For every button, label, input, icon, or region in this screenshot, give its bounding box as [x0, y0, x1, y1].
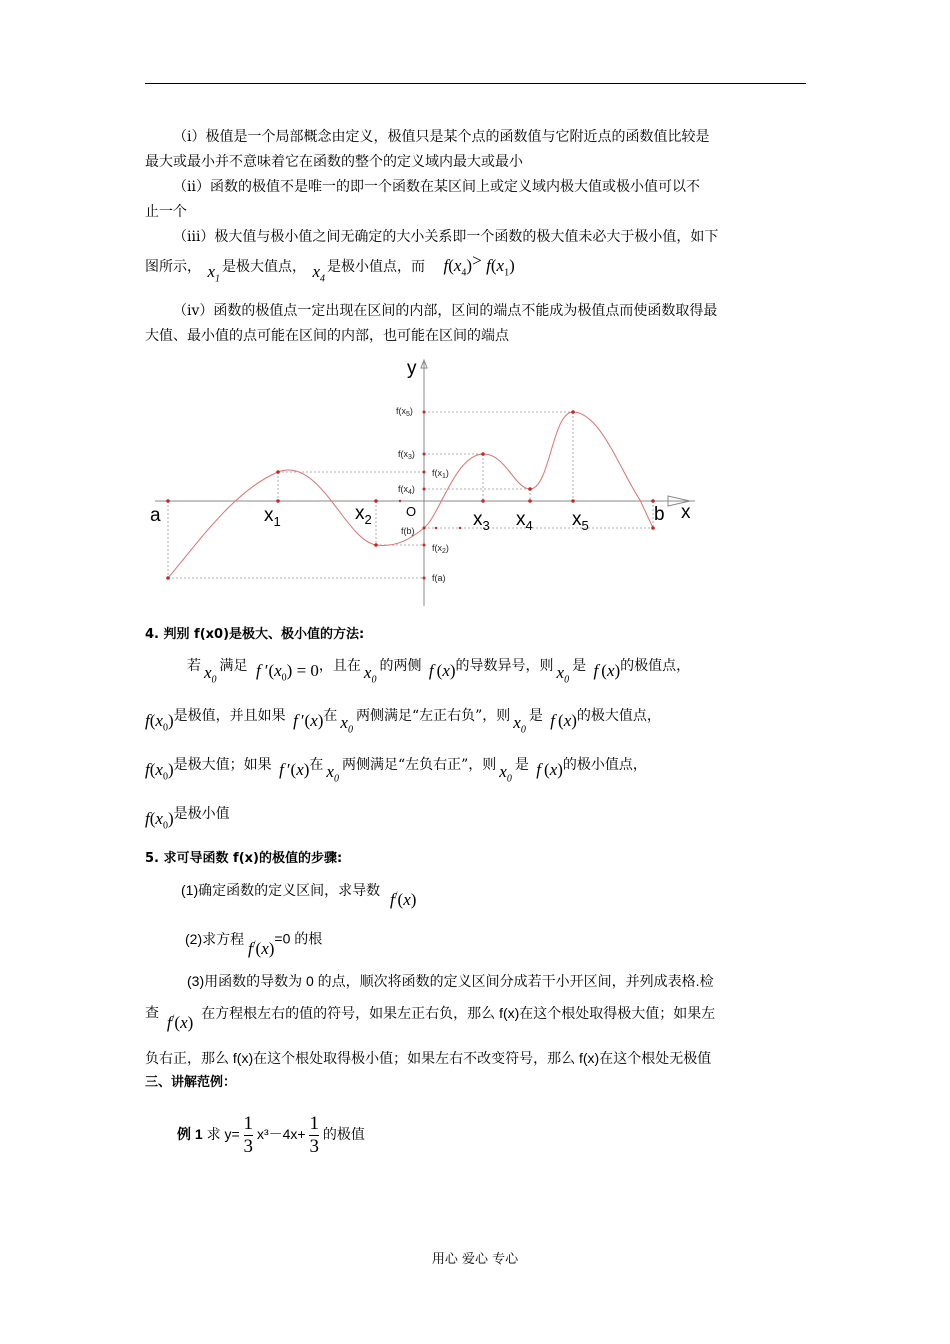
x-label-a: a [150, 505, 161, 526]
note-iii-line1: （ⅲ）极大值与极小值之间无确定的大小关系即一个函数的极大值未必大于极小值，如下 [173, 229, 719, 245]
example1: 例 1 求 y= $\frac{1}{3}$ x³－4x+ $\frac{1}{3}$ 的极值 [177, 1112, 365, 1157]
note-iv-line1: （ⅳ）函数的极值点一定出现在区间的内部，区间的端点不能成为极值点而使函数取得最 [173, 303, 718, 319]
math-x4: $x_4$ [312, 262, 325, 285]
x-label-x3: $x_3$ [473, 509, 490, 533]
x-label-x5: $x_5$ [572, 509, 589, 533]
y-label-fa: f(a) [432, 573, 446, 583]
section5-step3-line3: 负右正，那么 f(x)在这个根处取得极小值；如果左右不改变符号，那么 f(x)在这个根处无极值 [145, 1050, 712, 1066]
axis-y-label: y [407, 358, 417, 379]
x-label-x4: $x_4$ [516, 509, 533, 533]
math-inequality: f [443, 256, 449, 275]
section3-title: 三、讲解范例： [145, 1075, 237, 1090]
y-label-fx3: $f(x_3)$ [398, 449, 415, 461]
note-ii-line1: （ⅱ）函数的极值不是唯一的即一个函数在某区间上或定义域内极大值或极小值可以不 [173, 179, 700, 195]
note-i-line2: 最大或最小并不意味着它在函数的整个的定义域内最大或最小 [145, 154, 523, 170]
y-label-fx5: $f(x_5)$ [396, 406, 413, 418]
note-ii-line2: 止一个 [145, 204, 187, 220]
x-label-b: b [654, 504, 665, 525]
note-iv-line2: 大值、最小值的点可能在区间的内部，也可能在区间的端点 [145, 328, 509, 344]
section5-step3-line2: 查 f/(x) 在方程根左右的值的符号，如果左正右负，那么 f(x)在这个根处取得极大值；如果左 [145, 1004, 716, 1032]
section5-step2: (2)求方程 f/(x)=0 的根 [185, 930, 323, 958]
x-label-x1: $x_1$ [264, 505, 281, 529]
section5-title: 5. 求可导函数 f(x)的极值的步骤: [145, 851, 343, 866]
note-i-line1: （ⅰ）极值是一个局部概念由定义，极值只是某个点的函数值与它附近点的函数值比较是 [173, 129, 710, 145]
section4-line1: 若 $x_0$满足 f $'(x_0) = 0$，且在 $x_0$的两侧 f (x)的导数异号，则 $x_0$是 f (x)的极值点， [187, 658, 691, 686]
note-iii-line2: 图所示， $x_1$是极大值点， $x_4$是极小值点，而 $f(x_4)> f(x_1)$ [145, 251, 515, 285]
math-x1: $x_1$ [207, 262, 220, 285]
section4-title: 4. 判别 f(x0)是极大、极小值的方法: [145, 627, 365, 642]
footer: 用心 爱心 专心 [431, 1252, 519, 1267]
section4-line4: $f(x_0)$是极小值 [145, 806, 230, 832]
section4-line3: $f(x_0)$是极大值；如果 f ′(x)在 $x_0$两侧满足“左负右正”，则 $x_0$是 f (x)的极小值点， [145, 757, 647, 785]
fraction-one-third-a: $\frac{1}{3}$ [243, 1112, 254, 1157]
y-label-fx1: $f(x_1)$ [432, 468, 449, 480]
section4-line2: $f(x_0)$是极值，并且如果 f ′(x)在 $x_0$两侧满足“左正右负”，则 $x_0$是 f (x)的极大值点， [145, 708, 661, 736]
axis-x-label: x [681, 502, 691, 523]
extrema-figure [0, 0, 950, 620]
y-label-fb: f(b) [401, 526, 415, 536]
origin-label: O [406, 504, 417, 519]
y-label-fx2: $f(x_2)$ [432, 543, 449, 555]
x-label-x2: $x_2$ [355, 503, 372, 527]
y-label-fx4: $f(x_4)$ [398, 484, 415, 496]
section5-step1: (1)确定函数的定义区间，求导数 f/(x) [181, 881, 417, 909]
section5-step3-line1: (3)用函数的导数为 0 的点，顺次将函数的定义区间分成若干小开区间，并列成表格.检 [187, 973, 714, 989]
fraction-one-third-b: $\frac{1}{3}$ [309, 1112, 319, 1157]
